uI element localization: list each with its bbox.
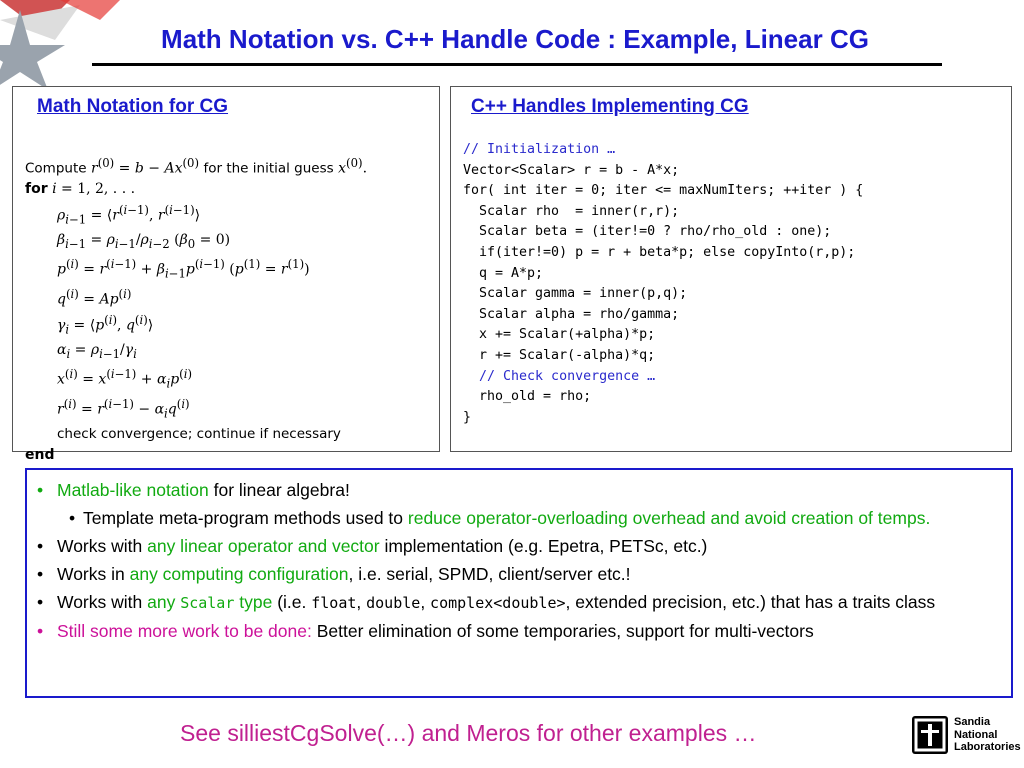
initial-guess-label: for the initial guess — [203, 160, 334, 177]
check-convergence-text: check convergence; continue if necessary — [57, 426, 341, 443]
bullet-list-box — [25, 468, 1013, 698]
bullet-dot: • — [69, 508, 76, 528]
cg-math-algorithm: Compute $r^{(0)} = b - Ax^{(0)}$ for the initial guess $x^{(0)}$. for i = 1, 2, . . . $\rho_{i-1}$ = $⟨r^{(i-1)}$, $r^{(i-1)}⟩$ $\beta_{i-1} = \rho_{i-1}/\rho_{i-2}$ $(\beta_0 = 0)$ $p^{(i)} = r^{(i-1)} + \beta_{i-1}p^{(i-1)}$ $(p^{(1)} = r^{(1)})$ $q^{(i)} = Ap^{(i)}$ $\gamma_i$ = $⟨p^{(i)}$, $q^{(i)}⟩$ $\alpha_i = \rho_{i-1}/\gamma_i$ $x^{(i)} = x^{(i-1)} + \alpha_ip^{(i)}$ $r^{(i)} = r^{(i-1)} - \alpha_iq^{(i)}$ check convergence; continue if necessary end — [25, 156, 368, 463]
sandia-logo — [912, 714, 1021, 760]
cpp-code-panel — [450, 86, 1012, 452]
bullet-dot: • — [37, 621, 44, 641]
sandia-thunderbird-icon — [912, 716, 948, 754]
math-notation-panel — [12, 86, 440, 463]
for-keyword: for — [25, 181, 48, 198]
code-line: } — [463, 409, 472, 425]
code-line: x += Scalar(+alpha)*p; — [463, 327, 656, 343]
code-panel-title: C++ Handles Implementing CG — [471, 96, 749, 117]
bullet-item: • Matlab-like notation for linear algebra! — [37, 480, 350, 500]
bullet-dot: • — [37, 564, 44, 584]
code-line: for( int iter = 0; iter <= maxNumIters; ++iter ) { — [463, 183, 864, 199]
code-line: if(iter!=0) p = r + beta*p; else copyInto(r,p); — [463, 244, 856, 260]
bullet-dot: • — [37, 592, 44, 612]
sandia-wordmark: Sandia National Laboratories — [954, 716, 1021, 753]
bullet-item: • Works with any Scalar type (i.e. float, double, complex<double>, extended precision, etc.) that has a traits class — [37, 592, 936, 612]
code-line: q = A*p; — [463, 265, 544, 281]
code-line: Scalar beta = (iter!=0 ? rho/rho_old : one); — [463, 224, 832, 240]
code-line: Scalar alpha = rho/gamma; — [463, 306, 680, 322]
code-line: Scalar gamma = inner(p,q); — [463, 286, 688, 302]
footer-note: See silliestCgSolve(…) and Meros for other examples … — [180, 720, 757, 746]
sub-bullet-item: • Template meta-program methods used to reduce operator-overloading overhead and avoid creation of temps. — [69, 508, 931, 528]
compute-label: Compute — [25, 160, 87, 177]
code-line: // Check convergence … — [463, 368, 656, 384]
end-keyword: end — [25, 446, 55, 463]
code-line: // Initialization … — [463, 142, 616, 157]
math-panel-title: Math Notation for CG — [37, 96, 229, 117]
page-title: Math Notation vs. C++ Handle Code : Example, Linear CG — [161, 24, 869, 54]
cg-code-block — [463, 140, 863, 428]
bullet-item: • Works in any computing configuration, i.e. serial, SPMD, client/server etc.! — [37, 564, 631, 584]
bullet-item: • Works with any linear operator and vector implementation (e.g. Epetra, PETSc, etc.) — [37, 536, 708, 556]
title-divider — [92, 63, 942, 66]
code-line: Scalar rho = inner(r,r); — [463, 203, 680, 219]
code-line: r += Scalar(-alpha)*q; — [463, 347, 656, 363]
code-line: Vector<Scalar> r = b - A*x; — [463, 162, 680, 178]
bullet-dot: • — [37, 480, 44, 500]
bullet-dot: • — [37, 536, 44, 556]
bullet-item: • Still some more work to be done: Better elimination of some temporaries, support for multi-vectors — [37, 621, 814, 641]
code-line: rho_old = rho; — [463, 389, 592, 405]
